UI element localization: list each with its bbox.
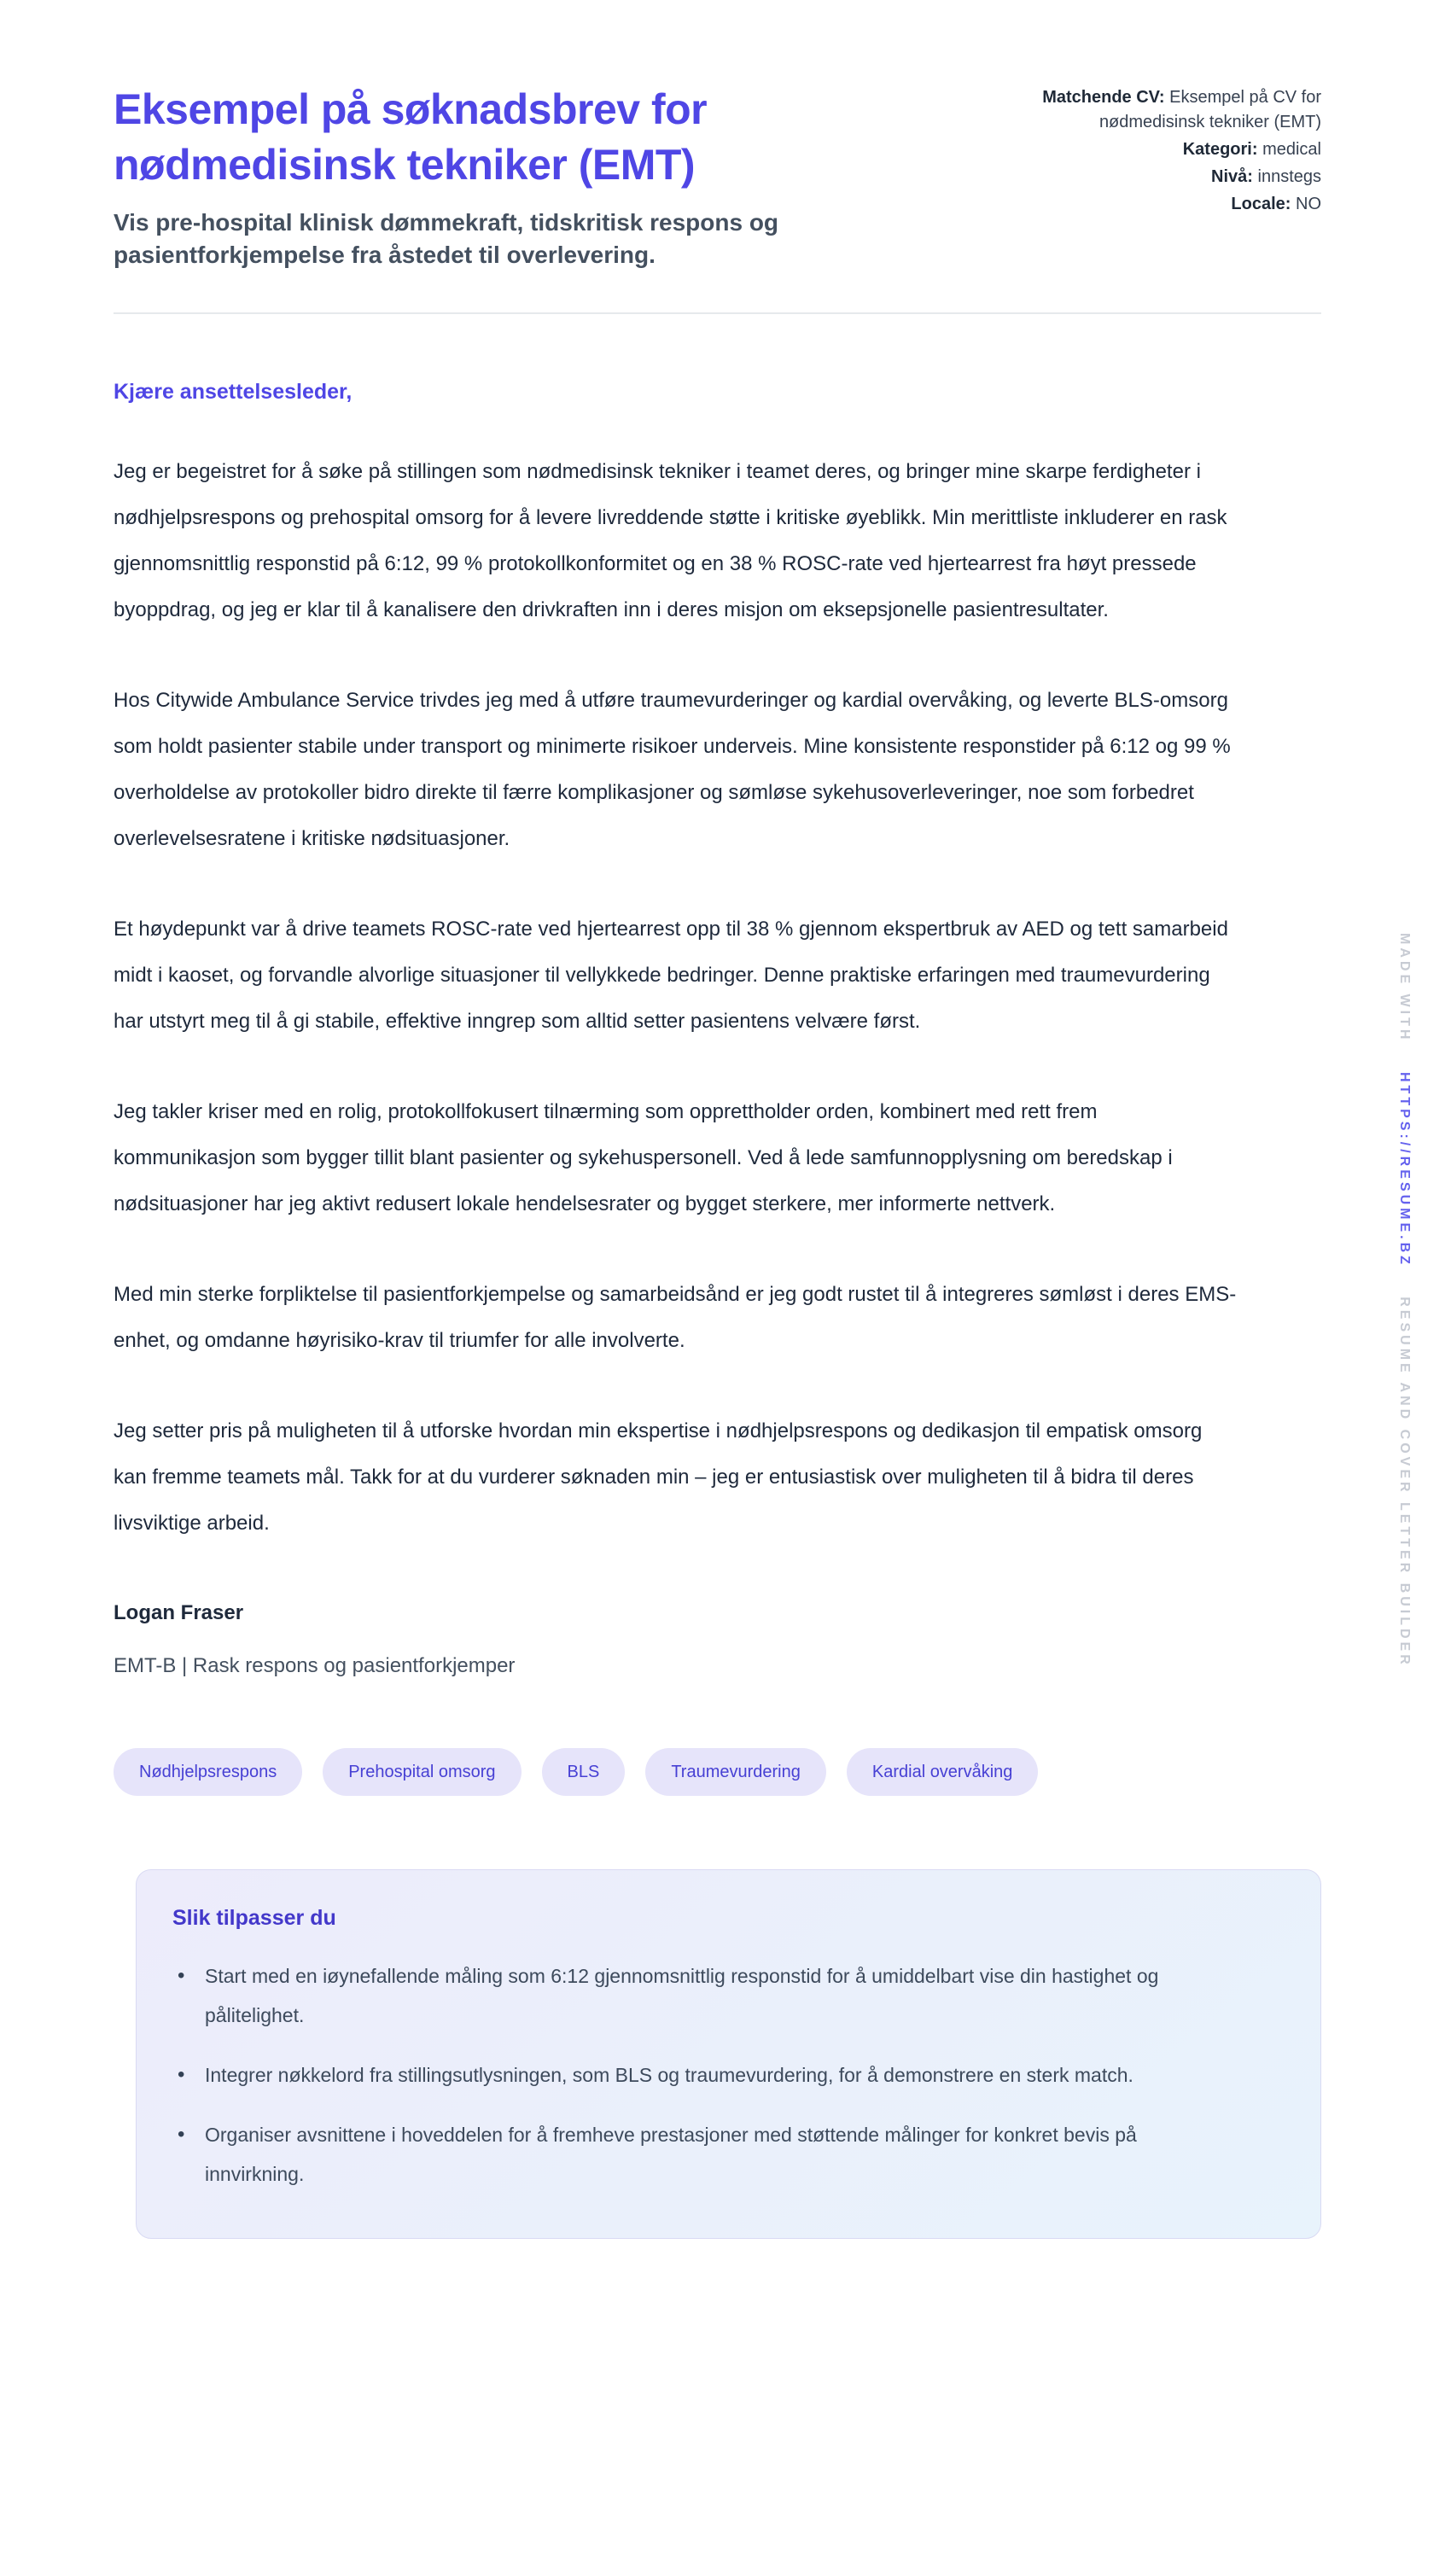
tag-cardiac-monitoring[interactable]: Kardial overvåking xyxy=(847,1748,1039,1796)
page-subtitle: Vis pre-hospital klinisk dømmekraft, tidskritisk respons og pasientforkjempelse fra åstedet til overlevering. xyxy=(114,209,779,268)
tag-bls[interactable]: BLS xyxy=(542,1748,626,1796)
letter-paragraph: Et høydepunkt var å drive teamets ROSC-rate ved hjertearrest opp til 38 % gjennom ekspertbruk av AED og tett samarbeid midt i kaoset, og forvandle alvorlige situasjoner til vellykkede bedringer. Denne praktiske erfaringen med traumevurdering har utstyrt meg til å gi stabile, effektive inngrep som alltid setter pasientens velvære først. xyxy=(114,918,1228,1033)
meta-row-matching-cv xyxy=(946,85,1321,135)
tag-emergency-response[interactable]: Nødhjelpsrespons xyxy=(114,1748,302,1796)
header xyxy=(114,82,1321,271)
letter-paragraph: Jeg takler kriser med en rolig, protokollfokusert tilnærming som opprettholder orden, kombinert med rett frem kommunikasjon som bygger tillit blant pasienter og sykehuspersonell. Ved å lede samfunnopplysning om beredskap i nødsituasjoner har jeg aktivt redusert lokale hendelsesrater og bygget sterkere, mer informerte nettverk. xyxy=(114,1100,1173,1215)
letter-paragraph: Jeg setter pris på muligheten til å utforske hvordan min ekspertise i nødhjelpsrespons og dedikasjon til empatisk omsorg kan fremme teamets mål. Takk for at du vurderer søknaden min – jeg er entusiastisk over muligheten til å bidra til deres livsviktige arbeid. xyxy=(114,1419,1203,1535)
signature-name: Logan Fraser xyxy=(114,1601,244,1624)
letter-greeting: Kjære ansettelsesleder, xyxy=(114,380,353,404)
skill-tags xyxy=(114,1748,1321,1796)
tip-item: • Organiser avsnittene i hoveddelen for å fremheve prestasjoner med støttende målinger for konkret bevis på innvirkning. xyxy=(172,2115,1231,2194)
watermark-site-link[interactable]: HTTPS://RESUME.BZ xyxy=(1397,1071,1412,1268)
meta-value: medical xyxy=(1262,140,1321,159)
side-watermark xyxy=(1396,933,1412,1668)
tag-prehospital-care[interactable]: Prehospital omsorg xyxy=(323,1748,521,1796)
letter-paragraph: Jeg er begeistret for å søke på stillingen som nødmedisinsk tekniker i teamet deres, og bringer mine skarpe ferdigheter i nødhjelpsrespons og prehospital omsorg for å levere livreddende støtte i kritiske øyeblikk. Min merittliste inkluderer en rask gjennomsnittlig responstid på 6:12, 99 % protokollkonformitet og en 38 % ROSC-rate ved hjertearrest fra høyt pressede byoppdrag, og jeg er klar til å kanalisere den drivkraften inn i deres misjon om eksepsjonelle pasientresultater. xyxy=(114,460,1227,621)
tag-trauma-assessment[interactable]: Traumevurdering xyxy=(645,1748,826,1796)
customization-tips-box xyxy=(136,1869,1321,2239)
meta-panel xyxy=(946,82,1321,219)
meta-row-category xyxy=(946,137,1321,162)
letter-paragraph: Med min sterke forpliktelse til pasientforkjempelse og samarbeidsånd er jeg godt rustet til å integreres sømløst i deres EMS-enhet, og omdanne høyrisiko-krav til triumfer for alle involverte. xyxy=(114,1283,1237,1352)
meta-row-locale xyxy=(946,192,1321,217)
watermark-suffix: RESUME AND COVER LETTER BUILDER xyxy=(1397,1297,1412,1668)
meta-label: Kategori: xyxy=(1182,140,1258,159)
signature-title: EMT-B | Rask respons og pasientforkjemper xyxy=(114,1654,516,1677)
meta-value: NO xyxy=(1296,195,1321,213)
meta-label: Locale: xyxy=(1231,195,1291,213)
watermark-prefix: MADE WITH xyxy=(1397,933,1412,1043)
meta-label: Nivå: xyxy=(1211,167,1253,186)
tip-item: • Start med en iøynefallende måling som 6:12 gjennomsnittlig responstid for å umiddelbart vise din hastighet og pålitelighet. xyxy=(172,1956,1231,2035)
meta-label: Matchende CV: xyxy=(1042,88,1165,107)
header-divider xyxy=(114,312,1321,314)
header-title-block xyxy=(114,82,916,271)
tips-heading: Slik tilpasser du xyxy=(172,1906,336,1930)
tip-item: • Integrer nøkkelord fra stillingsutlysningen, som BLS og traumevurdering, for å demonstrere en sterk match. xyxy=(172,2055,1231,2095)
meta-row-level xyxy=(946,165,1321,189)
meta-value: innstegs xyxy=(1257,167,1321,186)
page-title: Eksempel på søknadsbrev for nødmedisinsk tekniker (EMT) xyxy=(114,85,708,189)
letter-paragraph: Hos Citywide Ambulance Service trivdes jeg med å utføre traumevurderinger og kardial overvåking, og leverte BLS-omsorg som holdt pasienter stabile under transport og minimerte risikoer underveis. Mine konsistente responstider på 6:12 og 99 % overholdelse av protokoller bidro direkte til færre komplikasjoner og sømløse sykehusoverleveringer, noe som forbedret overlevelsesratene i kritiske nødsituasjoner. xyxy=(114,689,1231,850)
meta-value: Eksempel på CV for nødmedisinsk tekniker (EMT) xyxy=(1098,88,1321,131)
cover-letter-body xyxy=(114,379,1237,1678)
tips-list xyxy=(172,1956,1279,2194)
